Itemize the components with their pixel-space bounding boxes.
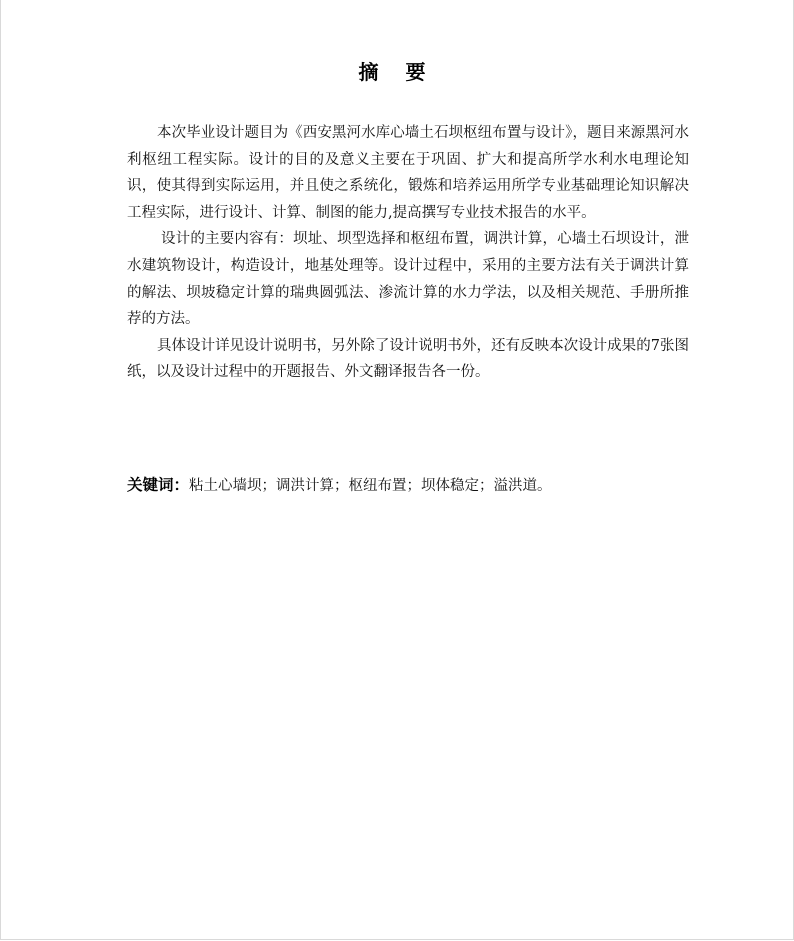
keywords-label: 关键词： — [127, 476, 190, 494]
keywords-line — [127, 472, 689, 499]
abstract-paragraph-3: 具体设计详见设计说明书，另外除了设计说明书外，还有反映本次设计成果的7张图纸，以及设计过程中的开题报告、外文翻译报告各一份。 — [127, 337, 689, 381]
abstract-paragraph-2: 设计的主要内容有：坝址、坝型选择和枢纽布置，调洪计算，心墙土石坝设计，泄水建筑物设计，构造设计，地基处理等。设计过程中，采用的主要方法有关于调洪计算的解法、坝坡稳定计算的瑞典圆弧法、渗流计算的水力学法，以及相关规范、手册所推荐的方法。 — [127, 231, 689, 328]
keywords-text: 粘土心墙坝；调洪计算；枢纽布置；坝体稳定；溢洪道。 — [189, 478, 552, 494]
abstract-title: 摘 要 — [358, 60, 436, 84]
abstract-body — [127, 120, 689, 386]
abstract-paragraph-1: 本次毕业设计题目为《西安黑河水库心墙土石坝枢纽布置与设计》，题目来源黑河水利枢纽工程实际。设计的目的及意义主要在于巩固、扩大和提高所学水利水电理论知识，使其得到实际运用，并且使之系统化，锻炼和培养运用所学专业基础理论知识解决工程实际，进行设计、计算、制图的能力,提高撰写专业技术报告的水平。 — [127, 125, 689, 221]
